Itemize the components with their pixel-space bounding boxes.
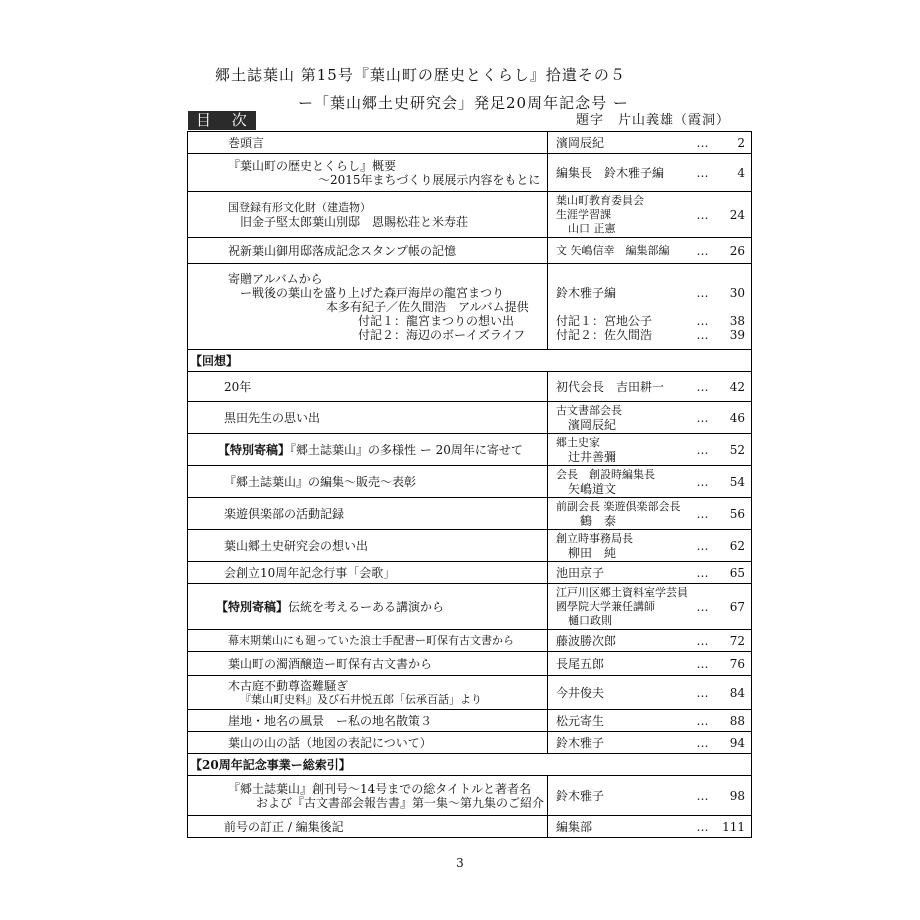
toc-row[interactable] <box>188 630 752 652</box>
leader-dots: … <box>688 584 718 630</box>
entry-title: 楽遊倶楽部の活動記録 <box>188 498 548 530</box>
toc-row[interactable] <box>188 776 752 816</box>
entry-title: 『郷土誌葉山』の編集～販売～表彰 <box>188 466 548 498</box>
toc-row[interactable] <box>188 584 752 630</box>
entry-author: 郷土史家 辻井善彌 <box>548 434 688 466</box>
entry-title: 『葉山町の歴史とくらし』概要 ～2015年まちづくり展展示内容をもとに <box>188 154 548 192</box>
entry-page: 98 <box>718 776 752 816</box>
entry-author: 編集部 <box>548 816 688 838</box>
leader-dots: … <box>688 402 718 434</box>
entry-author: 鈴木雅子編 付記１：宮地公子 付記２：佐久間浩 <box>548 264 688 350</box>
entry-page: 24 <box>718 192 752 238</box>
toc-row[interactable] <box>188 530 752 562</box>
entry-title: 前号の訂正 / 編集後記 <box>188 816 548 838</box>
page-number: 3 <box>456 856 464 870</box>
entry-author: 初代会長 吉田耕一 <box>548 372 688 402</box>
entry-page: 42 <box>718 372 752 402</box>
entry-page: 88 <box>718 710 752 732</box>
calligraphy-credit: 題字 片山義雄（霞洞） <box>576 113 731 128</box>
leader-dots: … <box>688 732 718 754</box>
entry-author: 鈴木雅子 <box>548 776 688 816</box>
entry-title: 崖地・地名の風景 ー私の地名散策３ <box>188 710 548 732</box>
leader-dots: … <box>688 498 718 530</box>
toc-row[interactable] <box>188 816 752 838</box>
entry-author: 創立時事務局長 柳田 純 <box>548 530 688 562</box>
toc-row[interactable] <box>188 154 752 192</box>
entry-page: 76 <box>718 652 752 676</box>
leader-dots: … <box>688 710 718 732</box>
entry-page: 26 <box>718 238 752 264</box>
leader-dots: … <box>688 434 718 466</box>
entry-page: 2 <box>718 132 752 154</box>
toc-row[interactable] <box>188 676 752 710</box>
leader-dots: … <box>688 562 718 584</box>
leader-dots: … <box>688 466 718 498</box>
toc-row[interactable] <box>188 710 752 732</box>
toc-row[interactable] <box>188 732 752 754</box>
entry-author: 編集長 鈴木雅子編 <box>548 154 688 192</box>
entry-page: 111 <box>718 816 752 838</box>
table-of-contents <box>187 131 752 838</box>
entry-title: 木古庭不動尊盗難騒ぎ 『葉山町史料』及び石井悦五郎「伝承百話」より <box>188 676 548 710</box>
toc-row[interactable] <box>188 372 752 402</box>
entry-title: 幕末期葉山にも廻っていた浪士手配書ー町保有古文書から <box>188 630 548 652</box>
entry-page: 72 <box>718 630 752 652</box>
entry-title: 会創立10周年記念行事「会歌」 <box>188 562 548 584</box>
toc-row[interactable] <box>188 132 752 154</box>
toc-row[interactable] <box>188 402 752 434</box>
entry-title: 黒田先生の思い出 <box>188 402 548 434</box>
entry-title: 巻頭言 <box>188 132 548 154</box>
entry-page: 54 <box>718 466 752 498</box>
entry-page: 52 <box>718 434 752 466</box>
entry-page: 62 <box>718 530 752 562</box>
toc-row[interactable] <box>188 498 752 530</box>
leader-dots: … <box>688 776 718 816</box>
toc-row[interactable] <box>188 652 752 676</box>
entry-title: 寄贈アルバムから ー戦後の葉山を盛り上げた森戸海岸の龍宮まつり 本多有紀子／佐久間浩 アルバム提供 付記１：龍宮まつりの想い出 付記２：海辺のボーイズライフ <box>188 264 548 350</box>
leader-dots: … <box>688 816 718 838</box>
entry-author: 会長 創設時編集長 矢嶋道文 <box>548 466 688 498</box>
leader-dots: … <box>688 132 718 154</box>
entry-author: 今井俊夫 <box>548 676 688 710</box>
leader-dots: … … … <box>688 264 718 350</box>
leader-dots: … <box>688 192 718 238</box>
leader-dots: … <box>688 630 718 652</box>
leader-dots: … <box>688 372 718 402</box>
journal-subtitle: ー「葉山郷土史研究会」発足20周年記念号 ー <box>298 94 629 112</box>
entry-page: 4 <box>718 154 752 192</box>
entry-page: 56 <box>718 498 752 530</box>
toc-row[interactable] <box>188 434 752 466</box>
leader-dots: … <box>688 238 718 264</box>
entry-title: 『郷土誌葉山』創刊号～14号までの総タイトルと著者名 および『古文書部会報告書』第一集～第九集のご紹介 <box>188 776 548 816</box>
entry-author: 葉山町教育委員会 生涯学習課 山口 正憲 <box>548 192 688 238</box>
entry-author: 前副会長 楽遊倶楽部会長 鶴 泰 <box>548 498 688 530</box>
toc-row[interactable] <box>188 238 752 264</box>
section-title: 【20周年記念事業ー総索引】 <box>188 754 752 776</box>
entry-page: 94 <box>718 732 752 754</box>
entry-author: 古文書部会長 濱岡辰紀 <box>548 402 688 434</box>
section-header-reminiscence <box>188 350 752 372</box>
entry-title: 祝新葉山御用邸落成記念スタンプ帳の記憶 <box>188 238 548 264</box>
entry-page: 30 38 39 <box>718 264 752 350</box>
special-contribution-tag: 【特別寄稿】 <box>216 599 289 614</box>
toc-row[interactable] <box>188 562 752 584</box>
entry-author: 江戸川区郷土資料室学芸員 國學院大学兼任講師 樋口政則 <box>548 584 688 630</box>
entry-title: 葉山郷土史研究会の想い出 <box>188 530 548 562</box>
entry-author: 池田京子 <box>548 562 688 584</box>
leader-dots: … <box>688 652 718 676</box>
entry-page: 65 <box>718 562 752 584</box>
section-title: 【回想】 <box>188 350 752 372</box>
entry-author: 文 矢嶋信幸 編集部編 <box>548 238 688 264</box>
leader-dots: … <box>688 676 718 710</box>
entry-title: 葉山町の濁酒醸造ー町保有古文書から <box>188 652 548 676</box>
entry-title: 国登録有形文化財（建造物） 旧金子堅太郎葉山別邸 恩賜松荘と米寿荘 <box>188 192 548 238</box>
journal-title: 郷土誌葉山 第15号『葉山町の歴史とくらし』拾遺その５ <box>215 66 626 84</box>
entry-author: 藤波勝次郎 <box>548 630 688 652</box>
entry-title: 【特別寄稿】『郷土誌葉山』の多様性 ー 20周年に寄せて <box>188 434 548 466</box>
toc-heading: 目 次 <box>188 111 256 130</box>
entry-page: 84 <box>718 676 752 710</box>
toc-row[interactable] <box>188 192 752 238</box>
toc-row[interactable] <box>188 264 752 350</box>
entry-page: 67 <box>718 584 752 630</box>
leader-dots: … <box>688 154 718 192</box>
section-header-anniversary <box>188 754 752 776</box>
entry-author: 鈴木雅子 <box>548 732 688 754</box>
leader-dots: … <box>688 530 718 562</box>
entry-page: 46 <box>718 402 752 434</box>
entry-title: 葉山の山の話（地図の表記について） <box>188 732 548 754</box>
entry-title: 20年 <box>188 372 548 402</box>
toc-row[interactable] <box>188 466 752 498</box>
special-contribution-tag: 【特別寄稿】 <box>218 442 291 457</box>
entry-author: 長尾五郎 <box>548 652 688 676</box>
entry-author: 松元寄生 <box>548 710 688 732</box>
entry-title: 【特別寄稿】伝統を考えるーある講演から <box>188 584 548 630</box>
entry-author: 濱岡辰紀 <box>548 132 688 154</box>
